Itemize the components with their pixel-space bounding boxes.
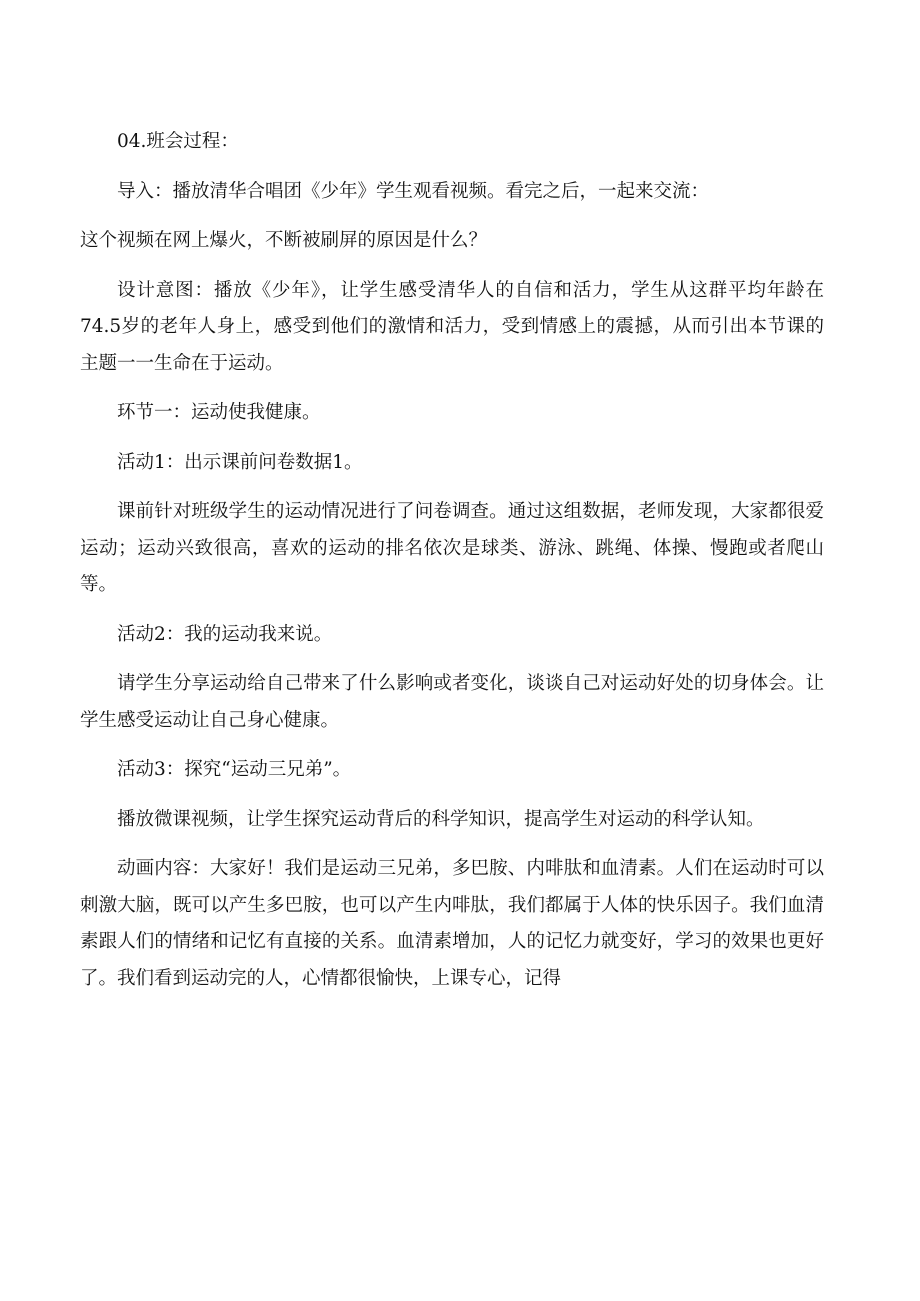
paragraph-stage-one: 环节一：运动使我健康。 bbox=[117, 402, 321, 423]
paragraph-activity-3: 活动3：探究“运动三兄弟”。 bbox=[117, 759, 352, 780]
paragraph-design-intent: 设计意图：播放《少年》，让学生感受清华人的自信和活力，学生从这群平均年龄在74.5岁的老年人身上，感受到他们的激情和活力，受到情感上的震撼，从而引出本节课的主题一一生命在于运动。 bbox=[80, 279, 824, 374]
paragraph-micro-video: 播放微课视频，让学生探究运动背后的科学知识，提高学生对运动的科学认知。 bbox=[117, 808, 765, 830]
paragraph-intro: 导入：播放清华合唱团《少年》学生观看视频。看完之后，一起来交流： bbox=[117, 180, 710, 202]
paragraph-activity-1: 活动1：出示课前问卷数据1。 bbox=[117, 451, 363, 473]
paragraph-animation-content: 动画内容：大家好！我们是运动三兄弟，多巴胺、内啡肽和血清素。人们在运动时可以刺激大脑，既可以产生多巴胺，也可以产生内啡肽，我们都属于人体的快乐因子。我们血清素跟人们的情绪和记忆有直接的关系。血清素增加，人的记忆力就变好，学习的效果也更好了。我们看到运动完的人，心情都很愉快，上课专心，记得 bbox=[80, 858, 824, 989]
paragraph-share: 请学生分享运动给自己带来了什么影响或者变化，谈谈自己对运动好处的切身体会。让学生感受运动让自己身心健康。 bbox=[80, 673, 824, 731]
paragraph-intro-question: 这个视频在网上爆火，不断被刷屏的原因是什么？ bbox=[80, 230, 488, 251]
paragraph-activity-2: 活动2：我的运动我来说。 bbox=[117, 623, 333, 645]
paragraph-section-heading: 04.班会过程： bbox=[117, 131, 239, 152]
paragraph-survey: 课前针对班级学生的运动情况进行了问卷调查。通过这组数据，老师发现，大家都很爱运动；运动兴致很高，喜欢的运动的排名依次是球类、游泳、跳绳、体操、慢跑或者爬山等。 bbox=[80, 501, 824, 595]
